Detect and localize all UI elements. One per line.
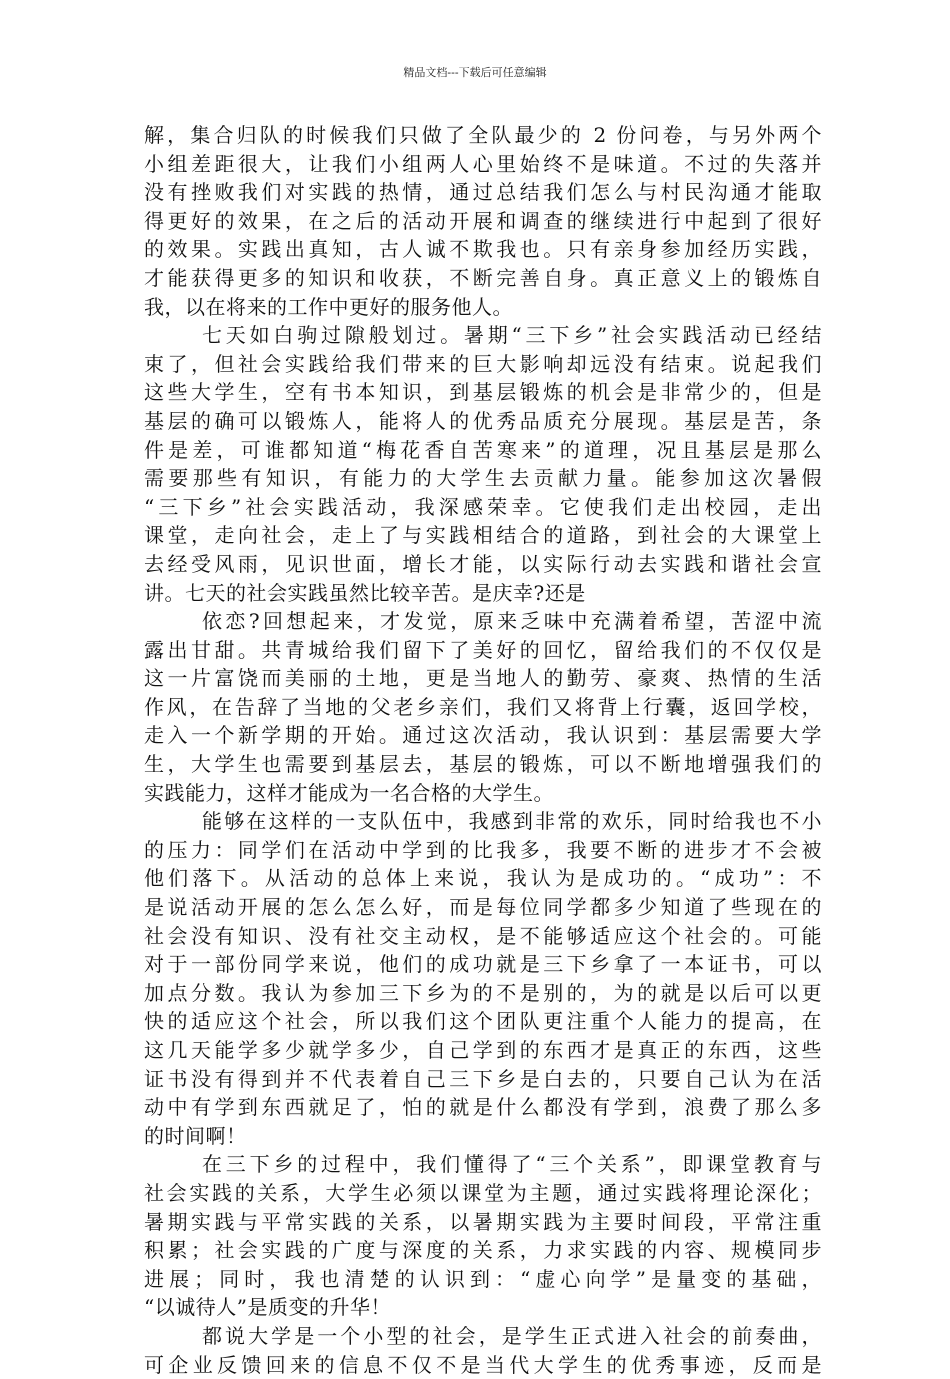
text-line: 动中有学到东西就足了，怕的就是什么都没有学到，浪费了那么多 <box>144 1095 822 1120</box>
text-line: 需要那些有知识，有能力的大学生去贡献力量。能参加这次暑假 <box>144 466 822 491</box>
text-line: 证书没有得到并不代表着自己三下乡是白去的，只要自己认为在活 <box>144 1066 822 1091</box>
text-line: 的压力：同学们在活动中学到的比我多，我要不断的进步才不会被 <box>144 837 822 862</box>
text-line: 课堂，走向社会，走上了与实践相结合的道路，到社会的大课堂上 <box>144 523 822 548</box>
text-line: 加点分数。我认为参加三下乡为的不是别的，为的就是以后可以更 <box>144 980 822 1005</box>
text-line: 露出甘甜。共青城给我们留下了美好的回忆，留给我们的不仅仅是 <box>144 637 822 662</box>
text-line: 我，以在将来的工作中更好的服务他人。 <box>144 294 513 319</box>
text-line: 基层的确可以锻炼人，能将人的优秀品质充分展现。基层是苦，条 <box>144 408 822 433</box>
text-line: 才能获得更多的知识和收获，不断完善自身。真正意义上的锻炼自 <box>144 265 822 290</box>
text-line: 实践能力，这样才能成为一名合格的大学生。 <box>144 780 554 805</box>
text-line: 作风，在告辞了当地的父老乡亲们，我们又将背上行囊，返回学校， <box>144 694 822 719</box>
text-line: 的时间啊！ <box>144 1123 247 1148</box>
text-line: “以诚待人”是质变的升华！ <box>144 1295 391 1320</box>
text-line: 走入一个新学期的开始。通过这次活动，我认识到：基层需要大学 <box>144 723 822 748</box>
text-line: 能够在这样的一支队伍中，我感到非常的欢乐，同时给我也不小 <box>202 809 822 834</box>
text-line: 对于一部份同学来说，他们的成功就是三下乡拿了一本证书，可以 <box>144 952 822 977</box>
text-line: 快的适应这个社会，所以我们这个团队更注重个人能力的提高，在 <box>144 1009 822 1034</box>
text-line: 积累；社会实践的广度与深度的关系，力求实践的内容、规模同步 <box>144 1238 822 1263</box>
page-header: 精品文档---下载后可任意编辑 <box>403 66 547 79</box>
text-line: 都说大学是一个小型的社会，是学生正式进入社会的前奏曲， <box>202 1323 822 1348</box>
text-line: 可企业反馈回来的信息不仅不是当代大学生的优秀事迹，反而是 <box>144 1352 822 1377</box>
text-line: 小组差距很大，让我们小组两人心里始终不是味道。不过的失落并 <box>144 151 822 176</box>
text-line: 件是差，可谁都知道“梅花香自苦寒来”的道理，况且基层是那么 <box>144 437 822 462</box>
text-line: 社会实践的关系，大学生必须以课堂为主题，通过实践将理论深化； <box>144 1180 822 1205</box>
text-line: 是说活动开展的怎么怎么好，而是每位同学都多少知道了些现在的 <box>144 895 822 920</box>
text-line: 这一片富饶而美丽的土地，更是当地人的勤劳、豪爽、热情的生活 <box>144 666 822 691</box>
text-line: 七天如白驹过隙般划过。暑期“三下乡”社会实践活动已经结 <box>202 323 822 348</box>
text-line: 在三下乡的过程中，我们懂得了“三个关系”，即课堂教育与 <box>202 1152 822 1177</box>
text-line: 束了，但社会实践给我们带来的巨大影响却远没有结束。说起我们 <box>144 351 822 376</box>
text-line: 得更好的效果，在之后的活动开展和调查的继续进行中起到了很好 <box>144 208 822 233</box>
text-line: 进展；同时，我也清楚的认识到：“虚心向学”是量变的基础， <box>144 1266 822 1291</box>
text-line: 讲。七天的社会实践虽然比较辛苦。是庆幸?还是 <box>144 580 586 605</box>
text-line: 他们落下。从活动的总体上来说，我认为是成功的。“成功”：不 <box>144 866 822 891</box>
text-line: 去经受风雨，见识世面，增长才能，以实际行动去实践和谐社会宣 <box>144 551 822 576</box>
text-line: 社会没有知识、没有社交主动权，是不能够适应这个社会的。可能 <box>144 923 822 948</box>
text-line: 解，集合归队的时候我们只做了全队最少的 2 份问卷，与另外两个 <box>144 123 822 147</box>
document-body <box>144 121 822 1379</box>
text-line: 生，大学生也需要到基层去，基层的锻炼，可以不断地增强我们的 <box>144 752 822 777</box>
text-line: 这几天能学多少就学多少，自己学到的东西才是真正的东西，这些 <box>144 1038 822 1062</box>
text-line: 这些大学生，空有书本知识，到基层锻炼的机会是非常少的，但是 <box>144 380 822 405</box>
text-line: 没有挫败我们对实践的热情，通过总结我们怎么与村民沟通才能取 <box>144 180 822 205</box>
text-line: 暑期实践与平常实践的关系，以暑期实践为主要时间段，平常注重 <box>144 1209 822 1234</box>
text-line: 的效果。实践出真知，古人诚不欺我也。只有亲身参加经历实践， <box>144 237 822 262</box>
text-line: 依恋?回想起来，才发觉，原来乏味中充满着希望，苦涩中流 <box>202 609 822 634</box>
text-line: “三下乡”社会实践活动，我深感荣幸。它使我们走出校园，走出 <box>144 494 822 519</box>
